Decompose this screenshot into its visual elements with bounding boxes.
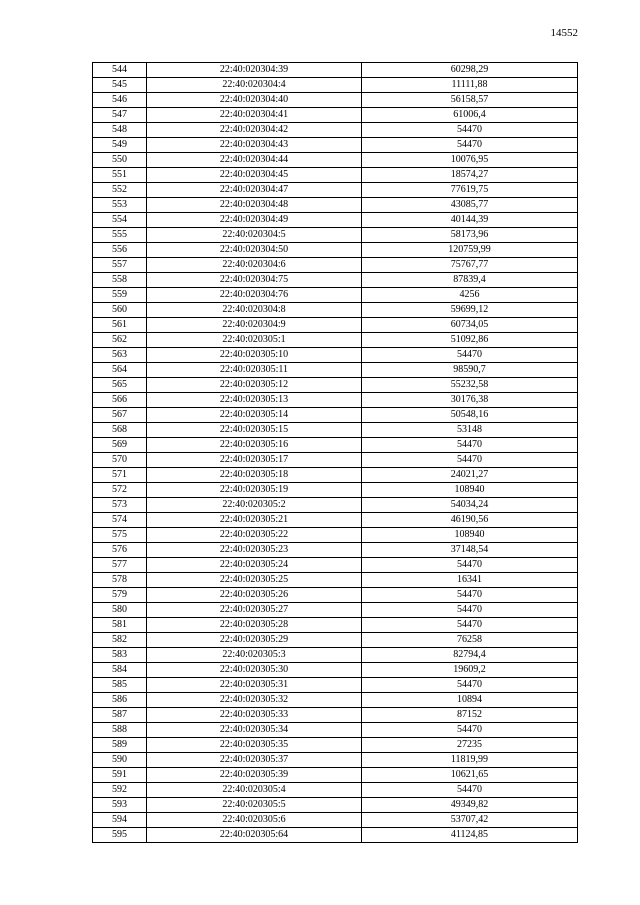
value-cell: 54470 [362,723,578,738]
cadastral-number-cell: 22:40:020304:47 [147,183,362,198]
value-cell: 61006,4 [362,108,578,123]
row-number-cell: 595 [93,828,147,843]
cadastral-number-cell: 22:40:020305:4 [147,783,362,798]
table-row [93,753,578,768]
row-number-cell: 578 [93,573,147,588]
table-row [93,78,578,93]
row-number-cell: 553 [93,198,147,213]
value-cell: 54470 [362,348,578,363]
value-cell: 24021,27 [362,468,578,483]
cadastral-number-cell: 22:40:020305:13 [147,393,362,408]
cadastral-number-cell: 22:40:020305:3 [147,648,362,663]
table-row [93,138,578,153]
cadastral-number-cell: 22:40:020304:45 [147,168,362,183]
table-row [93,498,578,513]
table-row [93,453,578,468]
row-number-cell: 584 [93,663,147,678]
row-number-cell: 567 [93,408,147,423]
cadastral-number-cell: 22:40:020305:22 [147,528,362,543]
parcel-value-table [92,62,578,843]
row-number-cell: 558 [93,273,147,288]
row-number-cell: 565 [93,378,147,393]
value-cell: 19609,2 [362,663,578,678]
cadastral-number-cell: 22:40:020305:26 [147,588,362,603]
row-number-cell: 582 [93,633,147,648]
row-number-cell: 573 [93,498,147,513]
value-cell: 10894 [362,693,578,708]
cadastral-number-cell: 22:40:020305:34 [147,723,362,738]
value-cell: 11111,88 [362,78,578,93]
row-number-cell: 575 [93,528,147,543]
value-cell: 49349,82 [362,798,578,813]
row-number-cell: 580 [93,603,147,618]
table-row [93,183,578,198]
cadastral-number-cell: 22:40:020304:41 [147,108,362,123]
value-cell: 120759,99 [362,243,578,258]
row-number-cell: 548 [93,123,147,138]
row-number-cell: 579 [93,588,147,603]
cadastral-number-cell: 22:40:020304:40 [147,93,362,108]
value-cell: 75767,77 [362,258,578,273]
page-number: 14552 [550,27,578,39]
row-number-cell: 563 [93,348,147,363]
value-cell: 43085,77 [362,198,578,213]
cadastral-number-cell: 22:40:020305:39 [147,768,362,783]
cadastral-number-cell: 22:40:020305:25 [147,573,362,588]
row-number-cell: 554 [93,213,147,228]
row-number-cell: 564 [93,363,147,378]
value-cell: 46190,56 [362,513,578,528]
table-row [93,393,578,408]
cadastral-number-cell: 22:40:020304:50 [147,243,362,258]
row-number-cell: 574 [93,513,147,528]
value-cell: 41124,85 [362,828,578,843]
value-cell: 87839,4 [362,273,578,288]
cadastral-number-cell: 22:40:020305:17 [147,453,362,468]
value-cell: 54470 [362,123,578,138]
table-row [93,723,578,738]
row-number-cell: 555 [93,228,147,243]
table-row [93,663,578,678]
value-cell: 59699,12 [362,303,578,318]
table-row [93,633,578,648]
cadastral-number-cell: 22:40:020304:75 [147,273,362,288]
table-row [93,123,578,138]
row-number-cell: 587 [93,708,147,723]
table-row [93,483,578,498]
row-number-cell: 592 [93,783,147,798]
cadastral-number-cell: 22:40:020305:6 [147,813,362,828]
row-number-cell: 562 [93,333,147,348]
cadastral-number-cell: 22:40:020305:1 [147,333,362,348]
table-row [93,228,578,243]
row-number-cell: 593 [93,798,147,813]
value-cell: 10076,95 [362,153,578,168]
cadastral-number-cell: 22:40:020305:31 [147,678,362,693]
cadastral-number-cell: 22:40:020304:49 [147,213,362,228]
cadastral-number-cell: 22:40:020304:48 [147,198,362,213]
cadastral-number-cell: 22:40:020305:14 [147,408,362,423]
table-row [93,168,578,183]
cadastral-number-cell: 22:40:020305:64 [147,828,362,843]
cadastral-number-cell: 22:40:020305:32 [147,693,362,708]
value-cell: 53148 [362,423,578,438]
cadastral-number-cell: 22:40:020305:28 [147,618,362,633]
table-row [93,333,578,348]
value-cell: 55232,58 [362,378,578,393]
row-number-cell: 581 [93,618,147,633]
table-row [93,258,578,273]
cadastral-number-cell: 22:40:020305:33 [147,708,362,723]
value-cell: 27235 [362,738,578,753]
cadastral-number-cell: 22:40:020305:27 [147,603,362,618]
row-number-cell: 590 [93,753,147,768]
table-row [93,273,578,288]
table-row [93,573,578,588]
table-row [93,63,578,78]
value-cell: 54470 [362,618,578,633]
row-number-cell: 549 [93,138,147,153]
table-row [93,708,578,723]
table-row [93,588,578,603]
value-cell: 30176,38 [362,393,578,408]
value-cell: 50548,16 [362,408,578,423]
row-number-cell: 568 [93,423,147,438]
table-body [93,63,578,843]
table-row [93,93,578,108]
table-row [93,198,578,213]
table-row [93,798,578,813]
value-cell: 54470 [362,588,578,603]
table-row [93,363,578,378]
row-number-cell: 546 [93,93,147,108]
cadastral-number-cell: 22:40:020305:23 [147,543,362,558]
table-row [93,348,578,363]
cadastral-number-cell: 22:40:020304:9 [147,318,362,333]
cadastral-number-cell: 22:40:020305:29 [147,633,362,648]
row-number-cell: 560 [93,303,147,318]
row-number-cell: 576 [93,543,147,558]
table-row [93,423,578,438]
cadastral-number-cell: 22:40:020304:6 [147,258,362,273]
row-number-cell: 586 [93,693,147,708]
cadastral-number-cell: 22:40:020305:16 [147,438,362,453]
cadastral-number-cell: 22:40:020304:44 [147,153,362,168]
row-number-cell: 588 [93,723,147,738]
row-number-cell: 559 [93,288,147,303]
value-cell: 76258 [362,633,578,648]
row-number-cell: 571 [93,468,147,483]
row-number-cell: 583 [93,648,147,663]
cadastral-number-cell: 22:40:020305:10 [147,348,362,363]
row-number-cell: 556 [93,243,147,258]
value-cell: 54034,24 [362,498,578,513]
value-cell: 54470 [362,438,578,453]
cadastral-number-cell: 22:40:020305:11 [147,363,362,378]
table-row [93,648,578,663]
table-row [93,378,578,393]
row-number-cell: 591 [93,768,147,783]
value-cell: 54470 [362,453,578,468]
table-row [93,243,578,258]
value-cell: 54470 [362,783,578,798]
value-cell: 54470 [362,138,578,153]
table-row [93,153,578,168]
row-number-cell: 594 [93,813,147,828]
cadastral-number-cell: 22:40:020305:21 [147,513,362,528]
table-row [93,603,578,618]
row-number-cell: 557 [93,258,147,273]
value-cell: 98590,7 [362,363,578,378]
table-row [93,438,578,453]
row-number-cell: 589 [93,738,147,753]
cadastral-number-cell: 22:40:020305:35 [147,738,362,753]
table-row [93,303,578,318]
value-cell: 54470 [362,558,578,573]
cadastral-number-cell: 22:40:020305:24 [147,558,362,573]
cadastral-number-cell: 22:40:020305:37 [147,753,362,768]
cadastral-number-cell: 22:40:020305:5 [147,798,362,813]
cadastral-number-cell: 22:40:020304:39 [147,63,362,78]
table-row [93,468,578,483]
table-row [93,558,578,573]
table-row [93,618,578,633]
value-cell: 40144,39 [362,213,578,228]
table-row [93,678,578,693]
row-number-cell: 550 [93,153,147,168]
cadastral-number-cell: 22:40:020305:19 [147,483,362,498]
value-cell: 11819,99 [362,753,578,768]
row-number-cell: 570 [93,453,147,468]
cadastral-number-cell: 22:40:020305:15 [147,423,362,438]
value-cell: 10621,65 [362,768,578,783]
table-row [93,288,578,303]
table-row [93,693,578,708]
row-number-cell: 577 [93,558,147,573]
table-row [93,213,578,228]
row-number-cell: 585 [93,678,147,693]
row-number-cell: 545 [93,78,147,93]
value-cell: 77619,75 [362,183,578,198]
cadastral-number-cell: 22:40:020304:43 [147,138,362,153]
value-cell: 108940 [362,483,578,498]
table-row [93,543,578,558]
table-row [93,513,578,528]
value-cell: 82794,4 [362,648,578,663]
table-row [93,528,578,543]
value-cell: 54470 [362,603,578,618]
table-row [93,828,578,843]
row-number-cell: 552 [93,183,147,198]
table-row [93,408,578,423]
value-cell: 18574,27 [362,168,578,183]
value-cell: 4256 [362,288,578,303]
value-cell: 54470 [362,678,578,693]
value-cell: 60298,29 [362,63,578,78]
row-number-cell: 566 [93,393,147,408]
table-row [93,318,578,333]
cadastral-number-cell: 22:40:020304:8 [147,303,362,318]
row-number-cell: 547 [93,108,147,123]
row-number-cell: 561 [93,318,147,333]
value-cell: 60734,05 [362,318,578,333]
cadastral-number-cell: 22:40:020304:4 [147,78,362,93]
table-row [93,813,578,828]
value-cell: 87152 [362,708,578,723]
table-row [93,768,578,783]
cadastral-number-cell: 22:40:020305:18 [147,468,362,483]
value-cell: 56158,57 [362,93,578,108]
table-row [93,108,578,123]
cadastral-number-cell: 22:40:020305:2 [147,498,362,513]
row-number-cell: 569 [93,438,147,453]
value-cell: 108940 [362,528,578,543]
row-number-cell: 572 [93,483,147,498]
cadastral-number-cell: 22:40:020305:12 [147,378,362,393]
cadastral-number-cell: 22:40:020305:30 [147,663,362,678]
row-number-cell: 551 [93,168,147,183]
value-cell: 53707,42 [362,813,578,828]
table-row [93,783,578,798]
table-row [93,738,578,753]
value-cell: 16341 [362,573,578,588]
row-number-cell: 544 [93,63,147,78]
cadastral-number-cell: 22:40:020304:5 [147,228,362,243]
cadastral-number-cell: 22:40:020304:42 [147,123,362,138]
value-cell: 58173,96 [362,228,578,243]
value-cell: 37148,54 [362,543,578,558]
value-cell: 51092,86 [362,333,578,348]
cadastral-number-cell: 22:40:020304:76 [147,288,362,303]
